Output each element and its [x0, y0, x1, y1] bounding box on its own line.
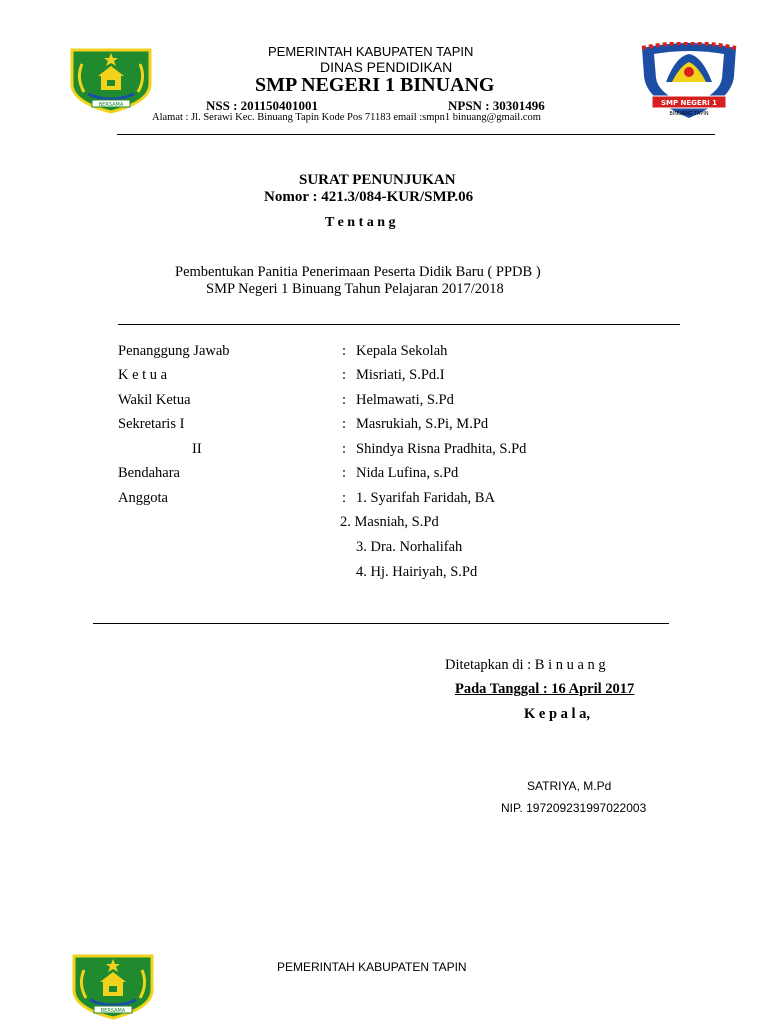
svg-text:BERSAMA: BERSAMA	[100, 1008, 126, 1014]
member-item	[0, 564, 768, 588]
committee-role: Penanggung Jawab	[118, 343, 230, 359]
tapin-emblem-logo	[68, 44, 154, 114]
committee-name: Nida Lufina, s.Pd	[356, 465, 459, 481]
committee-colon: :	[342, 416, 347, 432]
signature-name: SATRIYA, M.Pd	[527, 779, 612, 793]
letterhead-divider	[117, 134, 715, 135]
letterhead-government: PEMERINTAH KABUPATEN TAPIN	[268, 44, 474, 59]
subject-divider	[118, 324, 680, 325]
school-emblem-logo	[636, 42, 742, 122]
committee-row	[0, 441, 768, 465]
committee-name: Masrukiah, S.Pi, M.Pd	[356, 416, 489, 432]
letter-subject-line1: Pembentukan Panitia Penerimaan Peserta Didik Baru ( PPDB )	[175, 264, 541, 280]
committee-role: Sekretaris I	[118, 416, 185, 432]
committee-row	[0, 490, 768, 514]
svg-text:SMP NEGERI 1: SMP NEGERI 1	[660, 99, 718, 107]
letterhead-school-name: SMP NEGERI 1 BINUANG	[255, 74, 495, 96]
committee-colon: :	[342, 343, 347, 359]
committee-colon: :	[342, 490, 347, 506]
committee-colon: :	[342, 392, 347, 408]
footer-government: PEMERINTAH KABUPATEN TAPIN	[277, 960, 467, 974]
member-name: 2. Masniah, S.Pd	[340, 514, 439, 530]
committee-colon: :	[342, 441, 347, 457]
committee-role: K e t u a	[118, 367, 168, 383]
committee-colon: :	[342, 465, 347, 481]
member-item	[0, 514, 768, 538]
committee-divider	[93, 623, 669, 624]
committee-row	[0, 465, 768, 489]
committee-name: 1. Syarifah Faridah, BA	[356, 490, 495, 506]
letter-about: T e n t a n g	[325, 215, 396, 230]
member-name: 3. Dra. Norhalifah	[356, 539, 463, 555]
letterhead-npsn: NPSN : 30301496	[448, 98, 545, 113]
committee-name: Shindya Risna Pradhita, S.Pd	[356, 441, 527, 457]
committee-row	[0, 343, 768, 367]
member-name: 4. Hj. Hairiyah, S.Pd	[356, 564, 478, 580]
svg-text:BERSAMA: BERSAMA	[98, 102, 124, 108]
committee-role: II	[192, 441, 202, 457]
letter-number: Nomor : 421.3/084-KUR/SMP.06	[264, 189, 474, 205]
committee-name: Helmawati, S.Pd	[356, 392, 454, 408]
committee-row	[0, 367, 768, 391]
signature-position: K e p a l a,	[524, 706, 591, 722]
letterhead-nss: NSS : 201150401001	[206, 98, 318, 113]
committee-name: Kepala Sekolah	[356, 343, 448, 359]
committee-role: Wakil Ketua	[118, 392, 191, 408]
tapin-emblem-logo-footer	[70, 950, 156, 1020]
letter-title: SURAT PENUNJUKAN	[299, 172, 456, 188]
committee-role: Anggota	[118, 490, 168, 506]
committee-role: Bendahara	[118, 465, 180, 481]
committee-row	[0, 416, 768, 440]
letter-subject-line2: SMP Negeri 1 Binuang Tahun Pelajaran 2017/2018	[206, 281, 504, 297]
committee-colon: :	[342, 367, 347, 383]
signature-date: Pada Tanggal : 16 April 2017	[455, 681, 635, 697]
signature-nip: NIP. 197209231997022003	[501, 801, 647, 815]
committee-name: Misriati, S.Pd.I	[356, 367, 445, 383]
member-item	[0, 539, 768, 563]
committee-row	[0, 392, 768, 416]
signature-place: Ditetapkan di : B i n u a n g	[445, 657, 606, 673]
letterhead-department: DINAS PENDIDIKAN	[320, 59, 453, 75]
svg-text:BINUANG TAPIN: BINUANG TAPIN	[669, 111, 709, 117]
letterhead-address: Alamat : Jl. Serawi Kec. Binuang Tapin Kode Pos 71183 email :smpn1 binuang@gmail.com	[152, 112, 541, 123]
